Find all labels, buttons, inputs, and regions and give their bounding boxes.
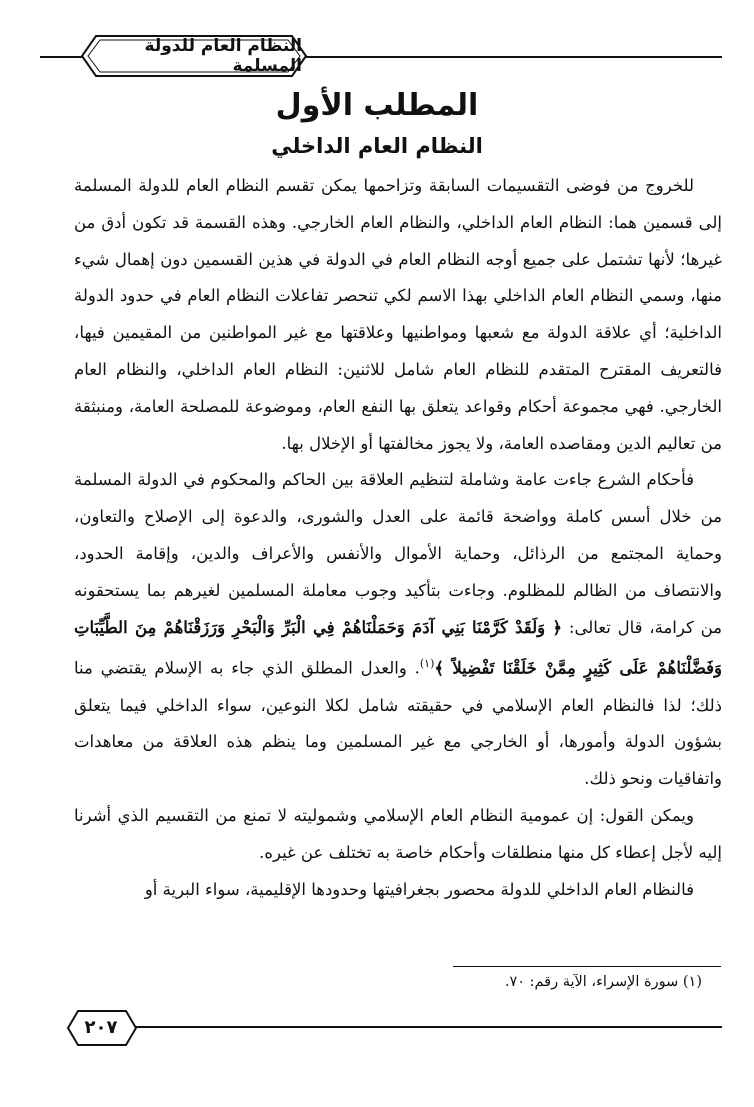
- page-number: ٢٠٧: [84, 1016, 118, 1038]
- footnote-reference[interactable]: (١): [419, 657, 435, 671]
- running-header-title: النظام العام للدولة المسلمة: [144, 36, 302, 76]
- footnote: (١) سورة الإسراء، الآية رقم: ٧٠.: [504, 974, 702, 990]
- paragraph-2: [74, 462, 722, 798]
- paragraph-1: للخروج من فوضى التقسيمات السابقة وتزاحمها يمكن تقسم النظام العام للدولة المسلمة إلى قسمين هما: النظام العام الداخلي، والنظام العام الخارجي. وهذه القسمة قد تكون أدق من غيرها؛ لأنها تشتمل على جميع أوجه النظام العام في الدولة في هذين القسمين دون إهمال شيء منها، وسمي النظام العام الداخلي بهذا الاسم لكي تنحصر تفاعلات النظام العام في حدود الدولة الداخلية؛ أي علاقة الدولة مع شعبها ومواطنيها وعلاقتها مع غير المواطنين من المقيمين فيها، فالتعريف المقترح المتقدم للنظام العام شامل للاثنين: النظام العام الداخلي، والنظام العام الخارجي. فهي مجموعة أحكام وقواعد يتعلق بها النفع العام، وموضوعة للمصلحة العامة، ومنبثقة من تعاليم الدين ومقاصده العامة، ولا يجوز مخالفتها أو الإخلال بها.: [74, 176, 722, 453]
- footer-rule: [130, 1026, 722, 1028]
- header-rule-right: [302, 56, 722, 58]
- body-text: [74, 168, 722, 908]
- paragraph-3: ويمكن القول: إن عمومية النظام العام الإسلامي وشموليته لا تمنع من التقسيم الذي أشرنا إليه لأجل إعطاء كل منها منطلقات وأحكام خاصة به تختلف عن غيره.: [74, 806, 722, 862]
- paragraph-2-text: فأحكام الشرع جاءت عامة وشاملة لتنظيم العلاقة بين الحاكم والمحكوم في الدولة المسلمة من خلال أسس كاملة وواضحة قائمة على العدل والشورى، والدعوة إلى الإصلاح والتعاون، وحماية المجتمع من الرذائل، وحماية الأموال والأنفس والأعراف والدين، وإقامة الحدود، والانتصاف من الظالم للمظلوم. وجاءت بتأكيد وجوب معاملة المسلمين لغيرهم بما يستحقونه من كرامة، قال تعالى:: [74, 470, 723, 637]
- section-subtitle: النظام العام الداخلي: [271, 134, 483, 158]
- section-title: المطلب الأول: [275, 88, 479, 123]
- footnote-rule: [453, 966, 721, 967]
- paragraph-2-continued: . والعدل المطلق الذي جاء به الإسلام يقتضي منا ذلك؛ لذا فالنظام العام الإسلامي في حقيقته شامل لكلا النوعين، سواء الداخلي فيما يتعلق بشؤون الدولة وأمورها، أو الخارجي مع غير المسلمين وما ينظم هذه العلاقة من معاهدات واتفاقيات ونحو ذلك.: [74, 658, 722, 789]
- quran-verse: ﴿ وَلَقَدْ كَرَّمْنَا بَنِي آدَمَ وَحَمَلْنَاهُمْ فِي الْبَرِّ وَالْبَحْرِ وَرَزَقْنَاهُمْ مِنَ الطَّيِّبَاتِ وَفَضَّلْنَاهُمْ عَلَى كَثِيرٍ مِمَّنْ خَلَقْنَا تَفْضِيلاً ﴾: [74, 617, 723, 678]
- paragraph-4: فالنظام العام الداخلي للدولة محصور بجغرافيتها وحدودها الإقليمية، سواء البرية أو: [144, 879, 694, 899]
